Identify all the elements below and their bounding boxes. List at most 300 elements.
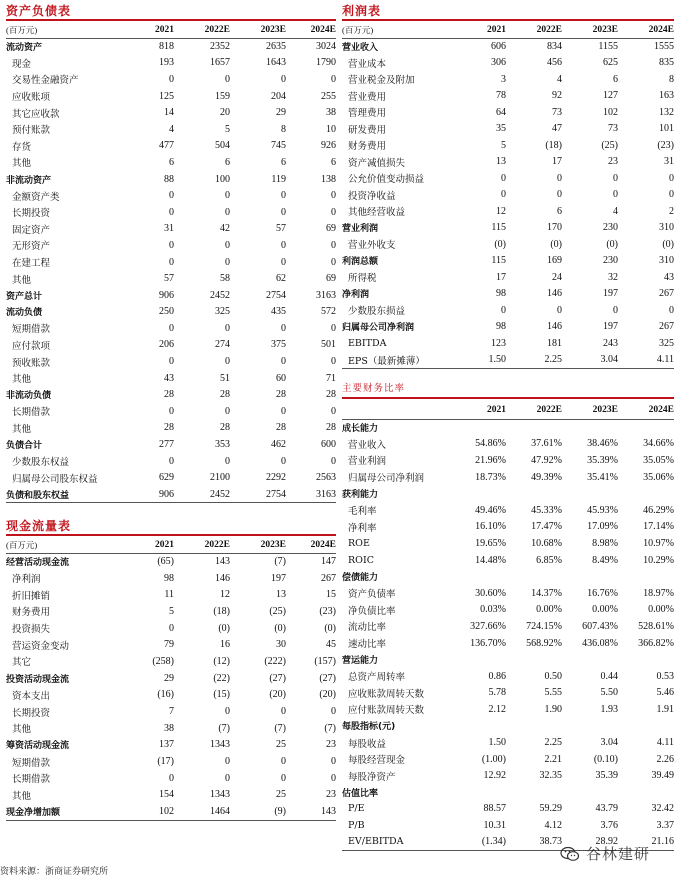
row-label: 公允价值变动损益 (348, 174, 425, 186)
table-row (342, 269, 674, 286)
cell-value: 8 (669, 73, 674, 85)
cell-value: 5 (169, 605, 174, 617)
table-row (6, 703, 336, 720)
row-label: 其他 (12, 374, 32, 386)
cell-value: 0 (331, 405, 336, 417)
row-label: 毛利率 (348, 506, 377, 518)
cell-value: 0 (225, 322, 230, 334)
cell-value: 3163 (286, 486, 336, 503)
cell-value: 3.04 (562, 352, 618, 369)
cell-value: 1.93 (600, 703, 618, 715)
cell-value: 267 (321, 572, 336, 584)
cell-value: 2.26 (656, 753, 674, 765)
cell-value: 16.10% (475, 521, 506, 533)
cell-value: 98 (164, 572, 174, 584)
cell-value: 528.61% (638, 620, 674, 632)
table-row (6, 687, 336, 704)
cell-value: 0 (281, 706, 286, 718)
row-label: 营业收入 (342, 43, 379, 53)
cell-value: 0.44 (600, 670, 618, 682)
table-row (6, 753, 336, 770)
table-row (6, 221, 336, 238)
row-label: 流动比率 (348, 622, 387, 634)
cell-value: 42 (220, 223, 230, 235)
cell-value: 88.57 (483, 803, 506, 815)
cell-value: 4.12 (544, 820, 562, 832)
table-row (6, 337, 336, 354)
cell-value: (27) (269, 672, 286, 684)
table-row (6, 670, 336, 687)
cell-value: 136.70% (470, 637, 506, 649)
cell-value: 159 (215, 90, 230, 102)
row-label: 财务费用 (12, 607, 51, 619)
cell-value: 197 (271, 572, 286, 584)
table-row (6, 770, 336, 787)
cell-value: 28 (276, 389, 286, 401)
cell-value: 17.09% (587, 521, 618, 533)
cell-value: 0 (225, 756, 230, 768)
table-row (342, 751, 674, 768)
cell-value: 327.66% (470, 620, 506, 632)
cell-value: (0) (550, 238, 562, 250)
cell-value: 607.43% (582, 620, 618, 632)
row-label: 经营活动现金流 (6, 558, 70, 569)
cell-value: 0.00% (536, 604, 562, 616)
row-label: 非流动负债 (6, 391, 52, 402)
cell-value (454, 718, 506, 735)
cell-value: 3 (501, 73, 506, 85)
table-row (342, 701, 674, 718)
table-row (342, 602, 674, 619)
table-row (6, 603, 336, 620)
cell-value: (258) (152, 655, 174, 667)
cell-value: 30.60% (475, 587, 506, 599)
cell-value: 606 (491, 41, 506, 52)
table-row (6, 55, 336, 72)
cell-value: 16.76% (587, 587, 618, 599)
cell-value: (18) (545, 139, 562, 151)
cell-value: 5 (501, 139, 506, 151)
cell-value: 28 (326, 389, 336, 401)
cell-value: 0 (501, 304, 506, 316)
row-label: 资产负债率 (348, 589, 396, 601)
row-label: P/B (348, 820, 365, 832)
cell-value: 1343 (210, 739, 230, 751)
cell-value: 45.93% (587, 504, 618, 516)
cell-value (506, 718, 562, 735)
row-label: 营运能力 (342, 656, 379, 667)
cell-value (562, 651, 618, 668)
table-row (342, 335, 674, 352)
cell-value: 0 (613, 189, 618, 201)
cell-value: 4 (557, 73, 562, 85)
cell-value: 19.65% (475, 537, 506, 549)
cell-value: 835 (659, 57, 674, 69)
cell-value (506, 485, 562, 502)
row-label: 资产总计 (6, 291, 43, 302)
cell-value: 88 (164, 173, 174, 185)
row-label: 营业利润 (342, 224, 379, 235)
cell-value: 10.31 (483, 820, 506, 832)
cell-value: 0 (169, 772, 174, 784)
cell-value: 274 (215, 339, 230, 351)
cell-value: 23 (326, 789, 336, 801)
cell-value: 12.92 (483, 770, 506, 782)
unit-label: (百万元) (342, 22, 454, 38)
cell-value: 2292 (266, 472, 286, 484)
cell-value: (157) (314, 655, 336, 667)
cell-value: (7) (274, 556, 286, 568)
cell-value: 23 (326, 739, 336, 751)
row-label: 其他 (12, 274, 32, 286)
column-header: 2021 (454, 401, 506, 419)
ratios-title-rule (342, 397, 674, 399)
row-label: 负债合计 (6, 441, 43, 452)
unit-label: (百万元) (6, 537, 124, 553)
balance-sheet-title: 资产负债表 (6, 4, 72, 18)
cell-value (454, 784, 506, 801)
table-row (342, 253, 674, 270)
header-row (6, 22, 336, 38)
table-row (342, 519, 674, 536)
cell-value: 568.92% (526, 637, 562, 649)
cell-value (562, 784, 618, 801)
table-row (342, 220, 674, 237)
cell-value: 28 (164, 389, 174, 401)
cell-value: 62 (276, 273, 286, 285)
cell-value: 0 (613, 172, 618, 184)
cell-value: 0.53 (656, 670, 674, 682)
cell-value: 1555 (654, 41, 674, 52)
cell-value (506, 419, 562, 436)
cell-value: 71 (326, 372, 336, 384)
cell-value: 834 (547, 41, 562, 52)
balance-sheet-table (6, 22, 336, 503)
cell-value: 3.76 (600, 820, 618, 832)
cell-value: 0 (281, 455, 286, 467)
cell-value: 1.50 (488, 737, 506, 749)
cell-value: 0 (331, 206, 336, 218)
cash-flow-title: 现金流量表 (6, 519, 72, 533)
cell-value: (0) (218, 622, 230, 634)
cell-value (562, 568, 618, 585)
row-label: 少数股东损益 (348, 306, 406, 318)
cell-value (562, 718, 618, 735)
cell-value: 0 (169, 455, 174, 467)
table-row (342, 154, 674, 171)
cell-value: 28 (220, 389, 230, 401)
cell-value: 2.25 (506, 352, 562, 369)
cell-value: 366.82% (638, 637, 674, 649)
cell-value: 32.42 (651, 803, 674, 815)
cell-value: 29 (276, 107, 286, 119)
cell-value: 0 (281, 73, 286, 85)
row-label: 流动资产 (6, 43, 43, 54)
column-header: 2022E (174, 537, 230, 553)
cell-value: 600 (321, 439, 336, 451)
cell-value: 0 (169, 190, 174, 202)
cell-value: 1657 (210, 57, 230, 69)
table-row (6, 304, 336, 321)
row-label: 少数股东权益 (12, 457, 70, 469)
row-label: 在建工程 (12, 258, 51, 270)
cell-value: 0.03% (480, 604, 506, 616)
table-row (6, 187, 336, 204)
table-row (6, 138, 336, 155)
cell-value: 325 (659, 337, 674, 349)
cell-value: 230 (603, 222, 618, 234)
cell-value: 60 (276, 372, 286, 384)
cell-value: 0 (225, 239, 230, 251)
cell-value: 10.97% (643, 537, 674, 549)
cell-value: 115 (491, 222, 506, 234)
table-row (6, 403, 336, 420)
cell-value (618, 568, 674, 585)
row-label: 管理费用 (348, 108, 387, 120)
row-label: P/E (348, 803, 365, 815)
table-row (6, 370, 336, 387)
watermark (556, 840, 684, 870)
table-row (342, 121, 674, 138)
row-label: 营业利润 (348, 456, 387, 468)
table-row (342, 801, 674, 818)
cell-value: 38 (326, 107, 336, 119)
cell-value: (25) (601, 139, 618, 151)
row-label: 其他经营收益 (348, 207, 406, 219)
row-label: 长期投资 (12, 707, 51, 719)
cell-value: 206 (159, 339, 174, 351)
table-row (6, 553, 336, 570)
table-row (6, 71, 336, 88)
unit-label (342, 401, 454, 419)
cell-value: (25) (269, 605, 286, 617)
table-row (6, 636, 336, 653)
table-row (342, 535, 674, 552)
cell-value: 501 (321, 339, 336, 351)
table-row (6, 154, 336, 171)
cell-value: 0.00% (648, 604, 674, 616)
row-label: EPS（最新摊薄） (342, 352, 454, 369)
cell-value: 37.61% (531, 438, 562, 450)
row-label: 应收账项 (12, 92, 51, 104)
cell-value: (18) (213, 605, 230, 617)
table-row (342, 568, 674, 585)
cell-value: 138 (321, 173, 336, 185)
table-row (6, 486, 336, 503)
cell-value: 4.11 (618, 352, 674, 369)
cell-value: 15 (326, 589, 336, 601)
cell-value: 28 (220, 422, 230, 434)
table-row (6, 570, 336, 587)
cell-value: 0 (669, 172, 674, 184)
cell-value: 2754 (266, 289, 286, 301)
table-row (6, 88, 336, 105)
column-header: 2021 (124, 22, 174, 38)
cell-value: 724.15% (526, 620, 562, 632)
cell-value: 1643 (266, 57, 286, 69)
cell-value: 0 (331, 322, 336, 334)
table-row (342, 302, 674, 319)
table-row (6, 720, 336, 737)
source-note: 资料来源：浙商证券研究所 (0, 867, 109, 877)
cell-value: 35.39% (587, 454, 618, 466)
cell-value: 73 (608, 123, 618, 135)
balance-sheet-section (6, 3, 336, 500)
cell-value: 310 (659, 222, 674, 234)
row-label: 归属母公司净利润 (342, 323, 415, 334)
cell-value: 12 (496, 205, 506, 217)
cell-value: 0 (331, 356, 336, 368)
cell-value: 100 (215, 173, 230, 185)
cell-value: 59.29 (539, 803, 562, 815)
cell-value: 35.05% (643, 454, 674, 466)
cell-value: 25 (276, 789, 286, 801)
column-header: 2022E (506, 401, 562, 419)
table-row (342, 137, 674, 154)
cell-value: 375 (271, 339, 286, 351)
table-row (342, 485, 674, 502)
cell-value: 1464 (174, 803, 230, 820)
cell-value: 456 (547, 57, 562, 69)
table-row (342, 71, 674, 88)
cell-value: 0 (501, 172, 506, 184)
cell-value: 306 (491, 57, 506, 69)
cell-value: 31 (664, 156, 674, 168)
cell-value: 147 (321, 556, 336, 568)
row-label: 净利率 (348, 522, 377, 534)
cell-value: 35.41% (587, 471, 618, 483)
row-label: 流动负债 (6, 308, 43, 319)
cell-value: 906 (159, 289, 174, 301)
row-label: 每股收益 (348, 738, 387, 750)
cell-value: 35.39 (595, 770, 618, 782)
table-row (6, 204, 336, 221)
cell-value: 14.48% (475, 554, 506, 566)
cell-value: 0 (669, 304, 674, 316)
cell-value: (16) (157, 689, 174, 701)
cell-value: 8.98% (592, 537, 618, 549)
cell-value: 8.49% (592, 554, 618, 566)
row-label: 筹资活动现金流 (6, 741, 70, 752)
cell-value: 255 (321, 90, 336, 102)
income-statement-title: 利润表 (342, 4, 382, 18)
cash-flow-title-rule (6, 534, 336, 536)
column-header: 2021 (454, 22, 506, 38)
cell-value: (20) (319, 689, 336, 701)
cell-value: 5.78 (488, 687, 506, 699)
row-label: 其他 (12, 724, 32, 736)
table-row (6, 420, 336, 437)
cell-value: 2563 (316, 472, 336, 484)
row-label: ROIC (348, 554, 374, 566)
row-label: 投资损失 (12, 624, 51, 636)
cell-value: 0 (281, 322, 286, 334)
cell-value: 119 (271, 173, 286, 185)
table-row (342, 668, 674, 685)
table-row (6, 121, 336, 138)
cell-value: 0 (169, 206, 174, 218)
header-row (342, 401, 674, 419)
row-label: 现金净增加额 (6, 803, 124, 820)
income-statement-title-rule (342, 19, 674, 21)
cell-value: 2.12 (488, 703, 506, 715)
cell-value: 477 (159, 140, 174, 152)
table-row (342, 817, 674, 834)
row-label: 成长能力 (342, 424, 379, 435)
cell-value: 2.21 (544, 753, 562, 765)
cell-value: 462 (271, 439, 286, 451)
table-row (6, 586, 336, 603)
table-row (342, 452, 674, 469)
income-statement-section (342, 3, 674, 369)
cell-value: (0) (324, 622, 336, 634)
cell-value: 6 (613, 73, 618, 85)
cell-value: 51 (220, 372, 230, 384)
cell-value: 146 (547, 321, 562, 333)
cell-value: 125 (159, 90, 174, 102)
table-row (6, 469, 336, 486)
row-label: 净负债比率 (348, 605, 396, 617)
cell-value: 13 (276, 589, 286, 601)
cell-value: (7) (274, 722, 286, 734)
cell-value: 2100 (210, 472, 230, 484)
table-row (6, 104, 336, 121)
cell-value: 143 (215, 556, 230, 568)
cell-value: 17.14% (643, 521, 674, 533)
cell-value: 137 (159, 739, 174, 751)
cell-value: 267 (659, 321, 674, 333)
row-label: 存货 (12, 141, 32, 153)
cell-value: 0 (331, 772, 336, 784)
cell-value: 5.46 (656, 687, 674, 699)
cell-value (454, 485, 506, 502)
cell-value: 34.66% (643, 438, 674, 450)
cell-value: 435 (271, 306, 286, 318)
table-row (342, 685, 674, 702)
row-label: 营业成本 (348, 58, 387, 70)
cell-value: 1790 (316, 57, 336, 69)
cell-value: 54.86% (475, 438, 506, 450)
cell-value: 1343 (210, 789, 230, 801)
row-label: 营业外收支 (348, 240, 396, 252)
cell-value: 49.39% (531, 471, 562, 483)
column-header: 2023E (230, 22, 286, 38)
cell-value: 572 (321, 306, 336, 318)
cell-value: 17 (496, 271, 506, 283)
cell-value (506, 651, 562, 668)
cell-value: 906 (124, 486, 174, 503)
cell-value: 0.00% (592, 604, 618, 616)
cell-value (454, 419, 506, 436)
cell-value: 25 (276, 739, 286, 751)
table-row (6, 287, 336, 304)
row-label: 营业税金及附加 (348, 75, 415, 87)
cell-value: 4 (169, 123, 174, 135)
cell-value: 43 (664, 271, 674, 283)
column-header: 2023E (562, 22, 618, 38)
table-row (342, 618, 674, 635)
balance-sheet-title-rule (6, 19, 336, 21)
cell-value: 18.97% (643, 587, 674, 599)
cell-value: 143 (286, 803, 336, 820)
cell-value: (7) (218, 722, 230, 734)
cell-value: 0 (331, 239, 336, 251)
table-row (342, 319, 674, 336)
cell-value: 115 (491, 255, 506, 267)
cell-value: 10.29% (643, 554, 674, 566)
row-label: 归属母公司股东权益 (12, 473, 98, 485)
cell-value: 0 (669, 189, 674, 201)
